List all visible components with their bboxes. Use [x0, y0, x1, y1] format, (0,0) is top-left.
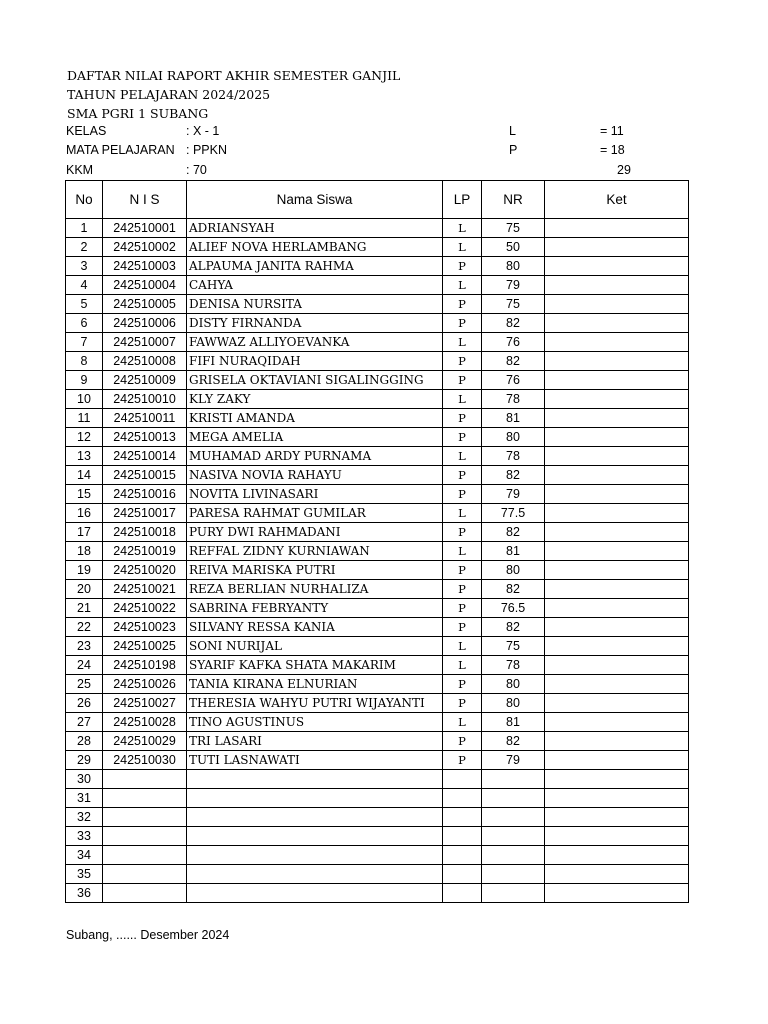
cell-nis: 242510019 — [103, 542, 187, 561]
academic-year: TAHUN PELAJARAN 2024/2025 — [67, 87, 271, 102]
cell-nr: 82 — [482, 314, 545, 333]
table-row — [66, 751, 689, 770]
cell-nama: SYARIF KAFKA SHATA MAKARIM — [187, 656, 443, 675]
table-row — [66, 219, 689, 238]
cell-lp: P — [443, 694, 482, 713]
cell-ket — [545, 466, 689, 485]
cell-nr — [482, 846, 545, 865]
table-row — [66, 770, 689, 789]
table-row — [66, 295, 689, 314]
cell-nis: 242510003 — [103, 257, 187, 276]
cell-nis: 242510004 — [103, 276, 187, 295]
cell-lp: P — [443, 580, 482, 599]
cell-no: 25 — [66, 675, 103, 694]
cell-ket — [545, 770, 689, 789]
cell-ket — [545, 409, 689, 428]
cell-nr: 76.5 — [482, 599, 545, 618]
cell-nis: 242510021 — [103, 580, 187, 599]
cell-nis: 242510017 — [103, 504, 187, 523]
cell-nama: SABRINA FEBRYANTY — [187, 599, 443, 618]
cell-lp: P — [443, 371, 482, 390]
cell-lp: L — [443, 542, 482, 561]
cell-nama: TANIA KIRANA ELNURIAN — [187, 675, 443, 694]
cell-nr: 76 — [482, 371, 545, 390]
table-row — [66, 656, 689, 675]
cell-nr — [482, 808, 545, 827]
table-row — [66, 523, 689, 542]
table-row — [66, 428, 689, 447]
cell-lp: P — [443, 428, 482, 447]
cell-lp: P — [443, 618, 482, 637]
cell-lp: L — [443, 390, 482, 409]
table-row — [66, 276, 689, 295]
cell-nr: 82 — [482, 732, 545, 751]
cell-nis — [103, 884, 187, 903]
cell-nama: ALIEF NOVA HERLAMBANG — [187, 238, 443, 257]
cell-lp: L — [443, 219, 482, 238]
cell-lp: P — [443, 732, 482, 751]
cell-lp — [443, 846, 482, 865]
mapel-value: : PPKN — [186, 143, 227, 157]
cell-lp — [443, 884, 482, 903]
cell-nis: 242510001 — [103, 219, 187, 238]
cell-nis: 242510018 — [103, 523, 187, 542]
cell-ket — [545, 504, 689, 523]
cell-nis — [103, 770, 187, 789]
cell-nis — [103, 808, 187, 827]
table-row — [66, 542, 689, 561]
cell-nis: 242510011 — [103, 409, 187, 428]
cell-nama — [187, 827, 443, 846]
cell-ket — [545, 751, 689, 770]
cell-ket — [545, 314, 689, 333]
cell-no: 6 — [66, 314, 103, 333]
cell-nis: 242510022 — [103, 599, 187, 618]
table-row — [66, 789, 689, 808]
cell-nis: 242510028 — [103, 713, 187, 732]
cell-ket — [545, 675, 689, 694]
female-count-label: P — [509, 143, 518, 157]
header-no: No — [66, 181, 103, 219]
cell-ket — [545, 656, 689, 675]
cell-no: 26 — [66, 694, 103, 713]
mapel-label: MATA PELAJARAN — [66, 143, 175, 157]
cell-nama: SONI NURIJAL — [187, 637, 443, 656]
cell-nis: 242510020 — [103, 561, 187, 580]
cell-lp: P — [443, 485, 482, 504]
cell-no: 20 — [66, 580, 103, 599]
cell-nis — [103, 846, 187, 865]
cell-ket — [545, 713, 689, 732]
cell-nr — [482, 827, 545, 846]
cell-nis: 242510015 — [103, 466, 187, 485]
cell-nis: 242510007 — [103, 333, 187, 352]
cell-nis: 242510026 — [103, 675, 187, 694]
cell-no: 15 — [66, 485, 103, 504]
cell-no: 16 — [66, 504, 103, 523]
cell-nr: 80 — [482, 675, 545, 694]
cell-nr: 75 — [482, 637, 545, 656]
cell-no: 5 — [66, 295, 103, 314]
cell-lp: L — [443, 333, 482, 352]
cell-nis — [103, 827, 187, 846]
cell-lp: L — [443, 713, 482, 732]
cell-nis: 242510005 — [103, 295, 187, 314]
female-count-value: = 18 — [600, 143, 625, 157]
cell-no: 32 — [66, 808, 103, 827]
cell-nr: 79 — [482, 751, 545, 770]
cell-no: 9 — [66, 371, 103, 390]
cell-nr — [482, 865, 545, 884]
cell-nama — [187, 808, 443, 827]
cell-ket — [545, 789, 689, 808]
cell-no: 11 — [66, 409, 103, 428]
cell-nama: PARESA RAHMAT GUMILAR — [187, 504, 443, 523]
cell-nama — [187, 789, 443, 808]
table-row — [66, 314, 689, 333]
cell-nis: 242510006 — [103, 314, 187, 333]
cell-lp: L — [443, 656, 482, 675]
cell-lp: P — [443, 675, 482, 694]
cell-nama — [187, 884, 443, 903]
cell-ket — [545, 637, 689, 656]
cell-nr: 78 — [482, 447, 545, 466]
cell-ket — [545, 846, 689, 865]
cell-nr: 80 — [482, 428, 545, 447]
cell-no: 7 — [66, 333, 103, 352]
header-nama-siswa: Nama Siswa — [187, 181, 443, 219]
cell-nis: 242510008 — [103, 352, 187, 371]
header-nr: NR — [482, 181, 545, 219]
cell-no: 34 — [66, 846, 103, 865]
cell-no: 35 — [66, 865, 103, 884]
cell-ket — [545, 732, 689, 751]
cell-lp: P — [443, 523, 482, 542]
male-count-label: L — [509, 124, 516, 138]
cell-nis: 242510029 — [103, 732, 187, 751]
table-row — [66, 352, 689, 371]
cell-lp: P — [443, 751, 482, 770]
cell-nis: 242510002 — [103, 238, 187, 257]
cell-nr: 50 — [482, 238, 545, 257]
cell-nama: MEGA AMELIA — [187, 428, 443, 447]
cell-nama — [187, 770, 443, 789]
cell-no: 13 — [66, 447, 103, 466]
cell-lp: P — [443, 599, 482, 618]
cell-lp: P — [443, 295, 482, 314]
cell-no: 28 — [66, 732, 103, 751]
cell-nis: 242510198 — [103, 656, 187, 675]
cell-nama: NASIVA NOVIA RAHAYU — [187, 466, 443, 485]
cell-ket — [545, 276, 689, 295]
cell-nr: 82 — [482, 466, 545, 485]
cell-no: 4 — [66, 276, 103, 295]
header-nis: N I S — [103, 181, 187, 219]
cell-nr: 80 — [482, 694, 545, 713]
cell-ket — [545, 884, 689, 903]
cell-nis — [103, 865, 187, 884]
cell-no: 24 — [66, 656, 103, 675]
cell-nama: DENISA NURSITA — [187, 295, 443, 314]
cell-no: 18 — [66, 542, 103, 561]
table-row — [66, 580, 689, 599]
table-row — [66, 447, 689, 466]
cell-lp: L — [443, 276, 482, 295]
cell-no: 14 — [66, 466, 103, 485]
kkm-label: KKM — [66, 163, 94, 177]
cell-nr: 78 — [482, 656, 545, 675]
table-row — [66, 846, 689, 865]
cell-ket — [545, 865, 689, 884]
cell-nama — [187, 846, 443, 865]
cell-nr: 75 — [482, 295, 545, 314]
table-row — [66, 732, 689, 751]
table-row — [66, 409, 689, 428]
cell-nama: MUHAMAD ARDY PURNAMA — [187, 447, 443, 466]
cell-nama: GRISELA OKTAVIANI SIGALINGGING — [187, 371, 443, 390]
table-row — [66, 694, 689, 713]
cell-ket — [545, 371, 689, 390]
cell-nama: TRI LASARI — [187, 732, 443, 751]
table-row — [66, 713, 689, 732]
cell-nr: 81 — [482, 542, 545, 561]
table-row — [66, 637, 689, 656]
cell-lp: P — [443, 352, 482, 371]
cell-nis: 242510010 — [103, 390, 187, 409]
cell-no: 8 — [66, 352, 103, 371]
cell-no: 23 — [66, 637, 103, 656]
table-body — [66, 219, 689, 903]
cell-no: 10 — [66, 390, 103, 409]
cell-lp: P — [443, 257, 482, 276]
cell-nr — [482, 770, 545, 789]
cell-nis: 242510025 — [103, 637, 187, 656]
cell-lp: P — [443, 561, 482, 580]
cell-ket — [545, 219, 689, 238]
table-row — [66, 333, 689, 352]
cell-ket — [545, 694, 689, 713]
cell-ket — [545, 542, 689, 561]
header-ket: Ket — [545, 181, 689, 219]
cell-ket — [545, 808, 689, 827]
table-row — [66, 238, 689, 257]
cell-nama: ADRIANSYAH — [187, 219, 443, 238]
table-row — [66, 371, 689, 390]
table-header-row — [66, 181, 689, 219]
cell-no: 17 — [66, 523, 103, 542]
cell-nama: TUTI LASNAWATI — [187, 751, 443, 770]
cell-nama: KRISTI AMANDA — [187, 409, 443, 428]
table-row — [66, 618, 689, 637]
cell-nama: CAHYA — [187, 276, 443, 295]
cell-nama — [187, 865, 443, 884]
table-row — [66, 561, 689, 580]
cell-no: 2 — [66, 238, 103, 257]
cell-nis: 242510027 — [103, 694, 187, 713]
cell-nama: FAWWAZ ALLIYOEVANKA — [187, 333, 443, 352]
cell-nr: 81 — [482, 713, 545, 732]
cell-nama: PURY DWI RAHMADANI — [187, 523, 443, 542]
table-row — [66, 504, 689, 523]
cell-nr: 77.5 — [482, 504, 545, 523]
cell-nama: THERESIA WAHYU PUTRI WIJAYANTI — [187, 694, 443, 713]
cell-no: 12 — [66, 428, 103, 447]
cell-no: 1 — [66, 219, 103, 238]
cell-lp: L — [443, 447, 482, 466]
table-row — [66, 466, 689, 485]
cell-no: 27 — [66, 713, 103, 732]
kkm-value: : 70 — [186, 163, 207, 177]
school-name: SMA PGRI 1 SUBANG — [67, 106, 209, 121]
cell-ket — [545, 580, 689, 599]
cell-ket — [545, 618, 689, 637]
cell-nama: KLY ZAKY — [187, 390, 443, 409]
cell-nis: 242510014 — [103, 447, 187, 466]
cell-nama: ALPAUMA JANITA RAHMA — [187, 257, 443, 276]
cell-no: 21 — [66, 599, 103, 618]
cell-nama: REIVA MARISKA PUTRI — [187, 561, 443, 580]
cell-lp: P — [443, 314, 482, 333]
cell-lp — [443, 865, 482, 884]
cell-lp: L — [443, 238, 482, 257]
cell-nis — [103, 789, 187, 808]
table-row — [66, 865, 689, 884]
cell-lp — [443, 808, 482, 827]
cell-nis: 242510016 — [103, 485, 187, 504]
document-title: DAFTAR NILAI RAPORT AKHIR SEMESTER GANJIL — [67, 68, 401, 83]
cell-nr: 79 — [482, 485, 545, 504]
cell-nama: SILVANY RESSA KANIA — [187, 618, 443, 637]
cell-nr — [482, 884, 545, 903]
cell-nr: 81 — [482, 409, 545, 428]
table-row — [66, 808, 689, 827]
cell-nr: 80 — [482, 257, 545, 276]
cell-nr: 82 — [482, 352, 545, 371]
cell-no: 22 — [66, 618, 103, 637]
cell-ket — [545, 238, 689, 257]
cell-no: 29 — [66, 751, 103, 770]
cell-ket — [545, 827, 689, 846]
kelas-label: KELAS — [66, 124, 107, 138]
cell-ket — [545, 447, 689, 466]
grades-table — [65, 180, 689, 903]
table-row — [66, 485, 689, 504]
cell-lp: L — [443, 637, 482, 656]
cell-ket — [545, 561, 689, 580]
cell-nama: REZA BERLIAN NURHALIZA — [187, 580, 443, 599]
cell-ket — [545, 295, 689, 314]
cell-nis: 242510009 — [103, 371, 187, 390]
total-count-value: 29 — [617, 163, 631, 177]
place-date: Subang, ...... Desember 2024 — [66, 928, 230, 942]
table-row — [66, 675, 689, 694]
table-row — [66, 884, 689, 903]
cell-nama: TINO AGUSTINUS — [187, 713, 443, 732]
cell-nr: 76 — [482, 333, 545, 352]
cell-nis: 242510030 — [103, 751, 187, 770]
header-lp: LP — [443, 181, 482, 219]
cell-ket — [545, 485, 689, 504]
cell-nr: 79 — [482, 276, 545, 295]
cell-no: 30 — [66, 770, 103, 789]
table-row — [66, 390, 689, 409]
cell-nr: 82 — [482, 580, 545, 599]
cell-lp — [443, 789, 482, 808]
cell-ket — [545, 333, 689, 352]
cell-ket — [545, 599, 689, 618]
cell-nr: 82 — [482, 523, 545, 542]
cell-nr: 82 — [482, 618, 545, 637]
cell-nis: 242510013 — [103, 428, 187, 447]
cell-nama: DISTY FIRNANDA — [187, 314, 443, 333]
table-row — [66, 827, 689, 846]
kelas-value: : X - 1 — [186, 124, 220, 138]
cell-nr — [482, 789, 545, 808]
table-row — [66, 599, 689, 618]
cell-ket — [545, 523, 689, 542]
cell-nr: 75 — [482, 219, 545, 238]
cell-ket — [545, 257, 689, 276]
cell-lp: P — [443, 466, 482, 485]
cell-nr: 78 — [482, 390, 545, 409]
male-count-value: = 11 — [600, 124, 624, 138]
cell-ket — [545, 390, 689, 409]
table-row — [66, 257, 689, 276]
cell-nr: 80 — [482, 561, 545, 580]
cell-lp — [443, 770, 482, 789]
cell-nama: FIFI NURAQIDAH — [187, 352, 443, 371]
cell-nama: REFFAL ZIDNY KURNIAWAN — [187, 542, 443, 561]
cell-ket — [545, 352, 689, 371]
cell-no: 3 — [66, 257, 103, 276]
cell-lp: L — [443, 504, 482, 523]
cell-no: 36 — [66, 884, 103, 903]
cell-no: 31 — [66, 789, 103, 808]
cell-no: 33 — [66, 827, 103, 846]
cell-no: 19 — [66, 561, 103, 580]
cell-ket — [545, 428, 689, 447]
cell-nama: NOVITA LIVINASARI — [187, 485, 443, 504]
cell-lp — [443, 827, 482, 846]
cell-nis: 242510023 — [103, 618, 187, 637]
cell-lp: P — [443, 409, 482, 428]
